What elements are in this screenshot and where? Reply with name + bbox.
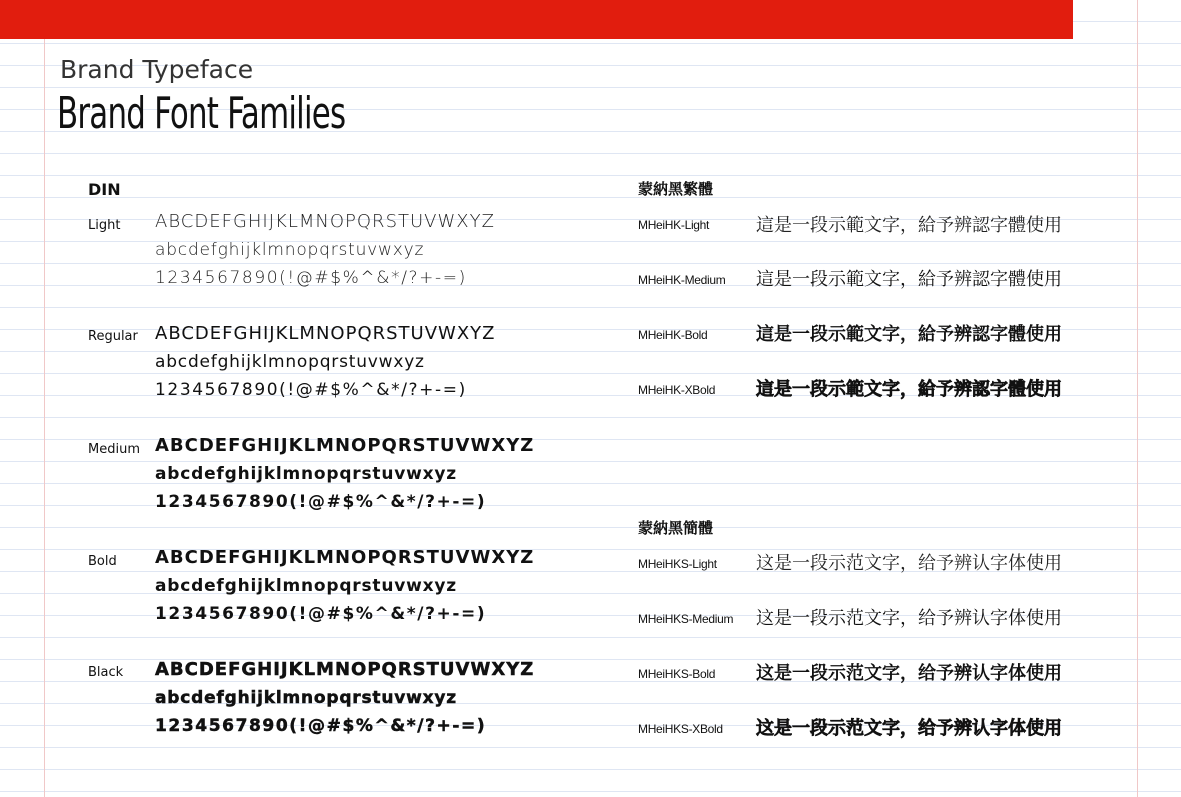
margin-line-left (44, 0, 45, 797)
font-name-label: MHeiHK-Medium (638, 273, 726, 287)
din-bold-numerals: 1234567890(!@#$%^&*/?+-=) (155, 604, 487, 624)
page-subtitle: Brand Typeface (60, 55, 254, 84)
font-sample-text: 這是一段示範文字，給予辨認字體使用 (756, 324, 1062, 345)
margin-line-right (1137, 0, 1138, 797)
header-red-bar (0, 0, 1073, 39)
font-sample-text: 這是一段示範文字，給予辨認字體使用 (756, 269, 1062, 290)
font-sample-text: 这是一段示范文字，给予辨认字体使用 (756, 553, 1062, 574)
font-name-label: MHeiHKS-Light (638, 557, 717, 571)
din-heading: DIN (88, 180, 121, 199)
font-name-label: MHeiHK-XBold (638, 383, 716, 397)
din-black-numerals: 1234567890(!@#$%^&*/?+-=) (155, 716, 487, 736)
din-regular-lowercase: abcdefghijklmnopqrstuvwxyz (155, 352, 425, 372)
din-bold-uppercase: ABCDEFGHIJKLMNOPQRSTUVWXYZ (155, 547, 535, 568)
font-name-label: MHeiHK-Bold (638, 328, 708, 342)
traditional-heading: 蒙納黑繁體 (638, 180, 714, 198)
din-light-samples (155, 208, 495, 292)
din-regular-uppercase: ABCDEFGHIJKLMNOPQRSTUVWXYZ (155, 323, 496, 344)
din-regular-numerals: 1234567890(!@#$%^&*/?+-=) (155, 380, 467, 400)
din-medium-numerals: 1234567890(!@#$%^&*/?+-=) (155, 492, 487, 512)
din-weight-label: Regular (88, 329, 138, 344)
din-light-lowercase: abcdefghijklmnopqrstuvwxyz (155, 240, 425, 260)
din-weight-label: Black (88, 665, 124, 680)
din-bold-lowercase: abcdefghijklmnopqrstuvwxyz (155, 576, 457, 596)
din-regular-samples (155, 320, 496, 404)
din-black-uppercase: ABCDEFGHIJKLMNOPQRSTUVWXYZ (155, 659, 535, 680)
din-medium-lowercase: abcdefghijklmnopqrstuvwxyz (155, 464, 457, 484)
din-weight-label: Light (88, 218, 121, 233)
font-name-label: MHeiHKS-Bold (638, 667, 716, 681)
font-name-label: MHeiHKS-XBold (638, 722, 723, 736)
din-weight-label: Bold (88, 554, 117, 569)
font-sample-text: 這是一段示範文字，給予辨認字體使用 (756, 215, 1062, 236)
font-sample-text: 这是一段示范文字，给予辨认字体使用 (756, 663, 1062, 684)
din-medium-uppercase: ABCDEFGHIJKLMNOPQRSTUVWXYZ (155, 435, 535, 456)
font-name-label: MHeiHKS-Medium (638, 612, 734, 626)
din-black-lowercase: abcdefghijklmnopqrstuvwxyz (155, 688, 457, 708)
din-bold-samples (155, 544, 534, 628)
font-sample-text: 这是一段示范文字，给予辨认字体使用 (756, 718, 1062, 739)
din-medium-samples (155, 432, 534, 516)
din-light-numerals: 1234567890(!@#$%^&*/?+-=) (155, 268, 467, 288)
din-black-samples (155, 656, 534, 740)
page-title: Brand Font Families (57, 88, 346, 139)
din-light-uppercase: ABCDEFGHIJKLMNOPQRSTUVWXYZ (155, 211, 495, 232)
font-sample-text: 这是一段示范文字，给予辨认字体使用 (756, 608, 1062, 629)
din-weight-label: Medium (88, 442, 140, 457)
font-name-label: MHeiHK-Light (638, 218, 710, 232)
simplified-heading: 蒙納黑簡體 (638, 519, 714, 537)
font-sample-text: 這是一段示範文字，給予辨認字體使用 (756, 379, 1062, 400)
